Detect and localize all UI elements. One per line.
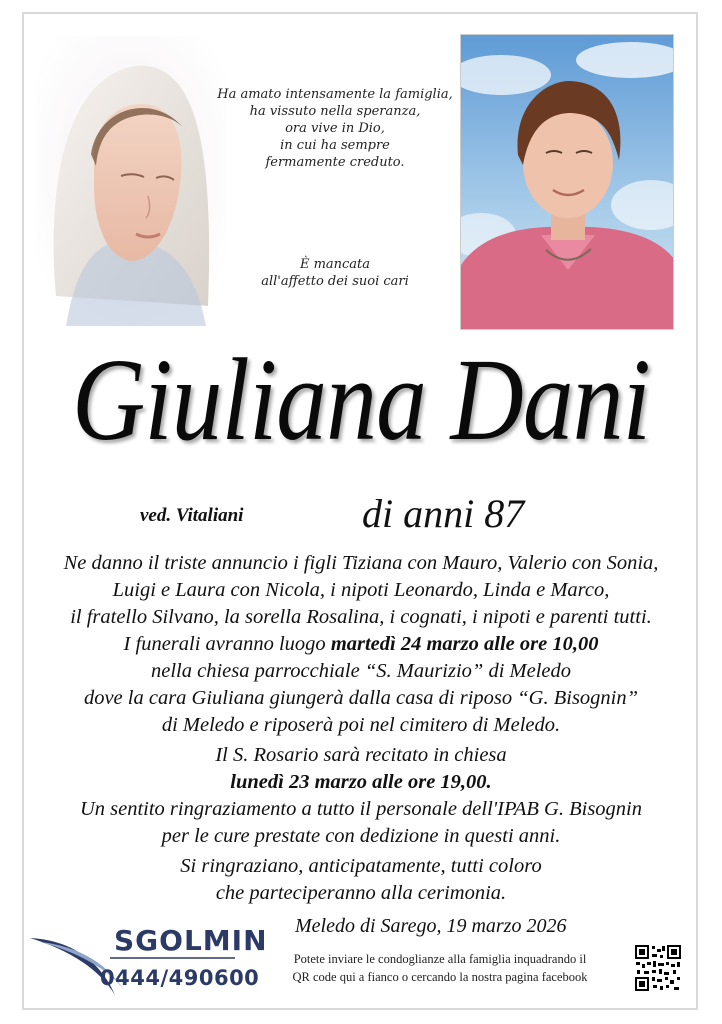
agency-phone: 0444/490600 (100, 966, 260, 990)
rosary-datetime (30, 769, 692, 796)
age-label: di anni 87 (362, 491, 525, 536)
quote-line: Ha amato intensamente la famiglia, (217, 87, 453, 102)
thanks-line: per le cure prestate con dedizione in questi anni. (161, 825, 561, 847)
widow-of-label: ved. Vitaliani (140, 505, 244, 526)
portrait-photo (460, 34, 674, 330)
family-line: Luigi e Laura con Nicola, i nipoti Leonardo, Linda e Marco, (112, 579, 610, 601)
passing-line: È mancata (299, 257, 371, 272)
rosary-line: Il S. Rosario sarà recitato in chiesa (215, 744, 507, 766)
condolences-line: Potete inviare le condoglianze alla famiglia inquadrando il (293, 952, 587, 966)
funeral-line: dove la cara Giuliana giungerà dalla casa di riposo “G. Bisognin” (83, 687, 639, 709)
quote-line: ora vive in Dio, (285, 121, 385, 136)
funeral-line: nella chiesa parrocchiale “S. Maurizio” di Meledo (150, 660, 571, 682)
quote-line: in cui ha sempre (280, 138, 390, 153)
qr-code-icon[interactable] (634, 944, 682, 992)
deceased-name: Giuliana Dani (71, 334, 650, 465)
condolences-line: QR code qui a fianco o cercando la nostra pagina facebook (292, 970, 588, 984)
agency-name: SGOLMIN (114, 924, 268, 957)
agency-logo (30, 920, 268, 1000)
family-line: Ne danno il triste annuncio i figli Tiziana con Mauro, Valerio con Sonia, (63, 552, 659, 574)
epitaph-quote (205, 86, 465, 171)
madonna-image (36, 36, 226, 326)
closing-line: Si ringraziano, anticipatamente, tutti coloro (180, 855, 542, 877)
funeral-line: di Meledo e riposerà poi nel cimitero di Meledo. (161, 714, 561, 736)
funeral-prefix: I funerali avranno luogo (123, 633, 331, 655)
thanks-line: Un sentito ringraziamento a tutto il personale dell'IPAB G. Bisognin (79, 798, 643, 820)
closing-line: che parteciperanno alla cerimonia. (215, 882, 507, 904)
quote-line: ha vissuto nella speranza, (249, 104, 421, 119)
passing-note (245, 256, 425, 290)
place-date: Meledo di Sarego, 19 marzo 2026 (295, 915, 567, 937)
passing-line: all'affetto dei suoi cari (261, 274, 409, 289)
announcement-text (30, 550, 692, 907)
funeral-datetime: martedì 24 marzo alle ore 10,00 (330, 633, 599, 655)
funeral-line (30, 631, 692, 658)
rosary-datetime-text: lunedì 23 marzo alle ore 19,00. (230, 771, 492, 793)
quote-line: fermamente creduto. (265, 155, 405, 170)
condolences-note (260, 950, 620, 986)
family-line: il fratello Silvano, la sorella Rosalina, i cognati, i nipoti e parenti tutti. (70, 606, 652, 628)
